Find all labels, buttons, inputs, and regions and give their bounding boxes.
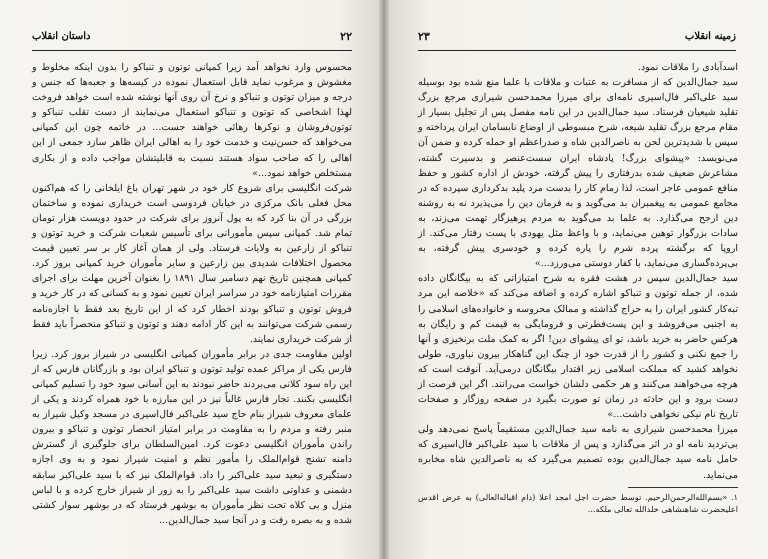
paragraph: اولین مقاومت جدی در برابر مأموران کمپانی انگلیسی در شیراز بروز کرد. زیرا فارس یکی از مراکز عمده تولید توتون و تنباکو ایران بود و بازرگانان فارس که از این راه سود کلانی می‌بردند حاضر نبودند به این آسانی سود خود را تسلیم کمپانی انگلیسی بکنند. تجار فارس غالباً نیز در این مبارزه با خود همراه کردند و یکی از علمای معروف شیراز بنام حاج سید علی‌اکبر فال‌اسیری در مسجد وکیل شیراز به منبر رفته و مردم را به مقاومت در برابر امتیاز انحصار توتون و تنباکو و بیرون راندن مأموران انگلیسی دعوت کرد. امین‌السلطان برای جلوگیری از گسترش دامنه تشنج قوام‌الملک را مأمور نظم و امنیت شیراز نمود و به وی اجازه دستگیری و تبعید سید علی‌اکبر را داد. قوام‌الملک نیز که با سید علی‌اکبر سابقه دشمنی و عداوتی داشت سید علی‌اکبر را به زور از شیراز خارج کرده و با لباس منزل و بی کلاه تحت نظر مأموران به بوشهر فرستاد که در بوشهر سوار کشتی شده و به بصره رفت و در آنجا سید جمال‌الدین... <box>32 348 352 526</box>
footnote: ۱. «بسم‌الله‌الرحمن‌الرحیم. توسط حضرت اجل امجد اعلا (دام اقباله‌العالی) به عرض اقدس اعلیحضرت شاهنشاهی خلدالله تعالی ملکه... <box>418 491 738 515</box>
paragraph: سید جمال‌الدین سپس در هشت فقره به شرح امتیازاتی که به بیگانگان داده شده، از جمله توتون و تنباکو اشاره کرده و اضافه می‌کند که «خلاصه این مرد تبه‌کار کشور ایران را به حراج گذاشته و ممالک محروسه و خانواده‌های اسلامی را به اجنبی می‌فروشد و این پست‌فطرتی و فرومایگی به قیمت کم و رایگان به هرکس حاضر به خرید باشد، تو ای پیشوای دین! اگر به کمک ملت برنخیزی و آنها را جمع نکنی و کشور را از قدرت خود از چنگ این گناهکار بیرون نیاوری، طولی نخواهد کشید که مملکت اسلامی زیر اقتدار بیگانگان درمی‌آید. آنوقت است که هرچه می‌خواهند می‌کنند و هر حکمی دلشان خواست می‌رانند. اگر این فرصت از دست برود و این حادثه در زمان تو صورت بگیرد در صفحه روزگار و صفحات تاریخ نام نیکی نخواهی داشت...» <box>418 273 738 421</box>
right-page-body <box>418 60 738 516</box>
right-page-header <box>418 30 736 48</box>
page-number: ۲۳ <box>418 30 430 43</box>
running-title: داستان انقلاب <box>32 31 91 42</box>
footnote-separator <box>628 487 738 488</box>
right-page <box>384 0 768 559</box>
left-page-header <box>32 30 352 48</box>
paragraph: سید جمال‌الدین که از مسافرت به عتبات و ملاقات با علما منع شده بود بوسیله سید علی‌اکبر فال‌اسیری نامه‌ای برای میرزا محمدحسن شیرازی مرجع بزرگ تقلید شیعیان فرستاد. سید جمال‌الدین در این نامه مفصل پس از تجلیل بسیار از مقام مرجع بزرگ تقلید شیعه، شرح مبسوطی از اوضاع نابسامان ایران پرداخته و سپس با شدیدترین لحن به ناصرالدین شاه و صدراعظم او حمله کرده و ضمن آن می‌نویسد: «پیشوای بزرگ! پادشاه ایران سست‌عنصر و بدسیرت گشته، مشاعرش ضعیف شده بدرفتاری را پیش گرفته، خودش از اداره کشور و حفظ منافع عمومی عاجز است، لذا زمام کار را بدست مرد پلید بدکرداری سپرده که در مجامع عمومی به پیغمبران بد می‌گوید و به فرمان دین را می‌پذیرد نه به روشنه دین ارجح می‌گذارد. به علما بد می‌گوید به مردم پرهیزگار تهمت می‌زند، به سادات بزرگوار توهین می‌نماید، و با واعظ مثل یهودی با پست رفتار می‌کند. از اروپا که برگشته پرده شرم را پاره کرده و خودسری پیش گرفته، به بی‌پرده‌گساری می‌نماید، با کفار دوستی می‌ورزد...» <box>418 77 738 270</box>
paragraph: شرکت انگلیسی برای شروع کار خود در شهر تهران باغ ایلخانی را که هم‌اکنون محل فعلی بانک مرکزی در خیابان فردوسی است خریداری نموده و ساختمان بزرگی در آن بنا کرد که به پول آنروز برای شرکت در حدود دویست هزار تومان تمام شد. کمپانی سپس مأمورانی برای تأسیس شعبات شرکت و خرید توتون و تنباکو از زارعین به ولایات فرستاد. ولی از همان آغاز کار بر سر تعیین قیمت محصول اختلافات شدیدی بین زارعین و سایر مأموران خرید کمپانی بروز کرد. کمپانی همچنین تاریخ نهم دسامبر سال ۱۸۹۱ را بعنوان آخرین مهلت برای اجرای مقررات امتیازنامه خود در سراسر ایران تعیین نمود و به کسانی که در کار خرید و فروش توتون و تنباکو بودند اخطار کرد که از این تاریخ بعد فقط با اجازه‌نامه رسمی شرکت می‌توانند به این کار ادامه دهند و توتون و تنباکو منحصراً باید فقط از شرکت خریداری نمایند. <box>32 182 352 345</box>
running-title: زمینه انقلاب <box>684 31 736 42</box>
header-rule <box>418 50 736 51</box>
paragraph: میرزا محمدحسن شیرازی به نامه سید جمال‌الدین مستقیماً پاسخ نمی‌دهد ولی بی‌تردید نامه او در اثر می‌گذارد و پس از ملاقات با سید علی‌اکبر فال‌اسیری که حامل نامه سید جمال‌الدین بوده تصمیم می‌گیرد که به ناصرالدین شاه مخابره می‌نماید. <box>418 424 738 481</box>
book-gutter <box>379 0 389 559</box>
header-rule <box>32 50 352 51</box>
left-page-body <box>32 60 352 528</box>
paragraph: اسدآبادی را ملاقات نمود. <box>637 62 738 73</box>
paragraph: محسوس وارد نخواهد آمد زیرا کمپانی توتون و تنباکو را بدون اینکه مخلوط و مغشوش و مرغوب نماید قابل استعمال نموده در کیسه‌ها و جعبه‌ها که جنس و درجه و میزان توتون و تنباکو و نرخ آن روی آنها نوشته شده است خواهد فروخت لهذا اشخاصی که توتون و تنباکو استعمال می‌نمایند از دست تقلب تنباکو و توتون‌فروشان و نوکرها رهائی خواهند جست... در خاتمه چون این کمپانی می‌خواهد که حسن‌نیت و خدمت خود را به اهالی ایران ظاهر سازد جمعی از این اهالی را که صاحب سواد هستند نسبت به قابلیتشان مواجب داده و از بکاری مستخلص خواهد نمود...» <box>32 62 352 179</box>
page-number: ۲۲ <box>340 30 352 43</box>
